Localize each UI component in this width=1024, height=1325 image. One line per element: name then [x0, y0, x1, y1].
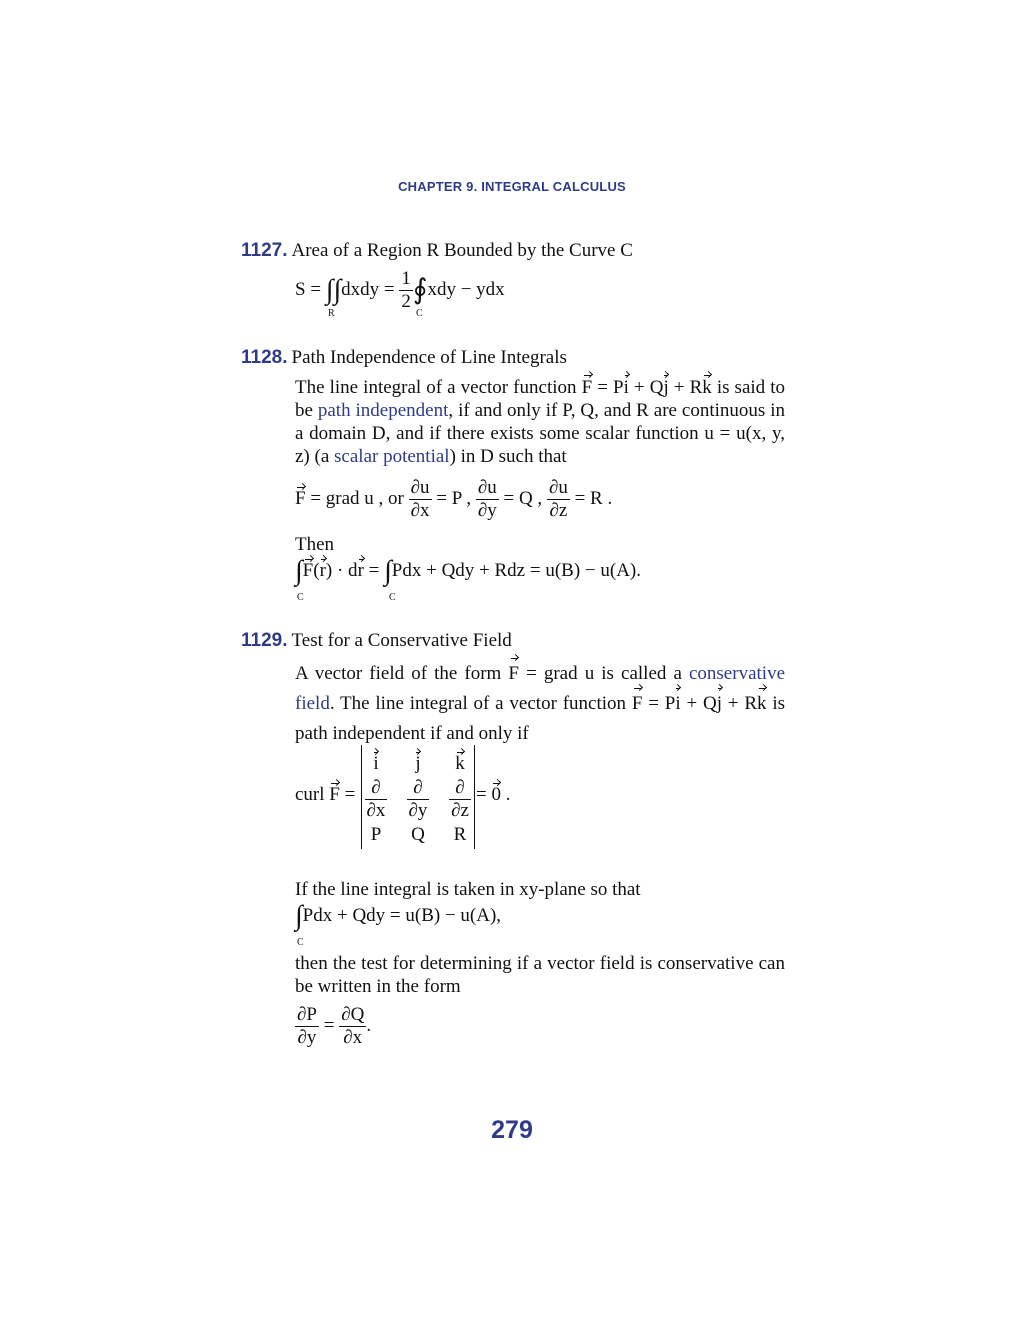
section-number: 1129. [241, 630, 288, 651]
det-cell-p: P [370, 824, 382, 845]
subscript-c: C [297, 592, 304, 603]
formula-vector-function: F = Pi + Qj + Rk [581, 377, 712, 398]
chapter-header: CHAPTER 9. INTEGRAL CALCULUS [398, 179, 626, 194]
det-cell-d-dx: $\frac{\partial}{\partial x}$ [366, 777, 386, 821]
curl-determinant [361, 745, 475, 849]
section-title: Test for a Conservative Field [291, 630, 512, 651]
section-1128-heading [241, 347, 786, 369]
then-label: Then [295, 534, 335, 555]
det-cell-k: k [455, 753, 465, 774]
term-conservative-field: conservative field [295, 663, 785, 714]
formula-conservative-test: $\frac{\partial P}{\partial y}$ = $\frac{\partial Q}{\partial x}$ . [297, 1004, 372, 1048]
formula-gradient: F = grad u , or $\frac{\partial u}{\partial x}$ = P , $\frac{\partial u}{\partial y}$ = Q , $\frac{\partial u}{\partial z}$ = R . [295, 477, 613, 521]
det-cell-i: i [373, 753, 379, 774]
curl-result: = 0 . [476, 784, 511, 805]
det-cell-r: R [453, 824, 467, 845]
paragraph-conservative-field: A vector field of the form F = grad u is called a conservative field. The line integral of a vector function F = Pi + Qj + Rk is path independent if and only if [295, 659, 785, 749]
formula-vector-function: F = Pi + Qj + Rk [632, 693, 767, 714]
det-cell-j: j [415, 753, 421, 774]
subscript-r: R [328, 308, 335, 319]
curl-label: curl F = [295, 784, 356, 805]
formula-area: S = ∫∫dxdy = $\frac{1}{2}$ ∮xdy − ydx [295, 268, 505, 312]
page-number: 279 [491, 1116, 533, 1144]
formula-line-integral: ∫F(r) · dr = ∫Pdx + Qdy + Rdz = u(B) − u(A). [295, 555, 641, 587]
section-1127-heading [241, 240, 786, 262]
det-cell-d-dz: $\frac{\partial}{\partial z}$ [451, 777, 469, 821]
subscript-c: C [389, 592, 396, 603]
section-1129-heading [241, 630, 786, 652]
formula-xy-line-integral: ∫Pdx + Qdy = u(B) − u(A), [295, 900, 502, 932]
det-cell-q: Q [411, 824, 425, 845]
formula-grad-field: F = grad u [508, 663, 594, 684]
subscript-c: C [297, 937, 304, 948]
subscript-c: C [416, 308, 423, 319]
section-title: Area of a Region R Bounded by the Curve C [291, 240, 633, 261]
section-title: Path Independence of Line Integrals [291, 347, 567, 368]
term-scalar-potential: scalar potential [334, 446, 450, 467]
paragraph-path-independence: The line integral of a vector function F = Pi + Qj + Rk is said to be path independent, if and only if P, Q, and R are continuous in a domain D, and if there exists some scalar function u = u(x, y, z) (a scalar potential) in D such that [295, 377, 786, 467]
section-number: 1127. [241, 240, 288, 261]
term-path-independent: path independent [317, 400, 449, 421]
paragraph-test: then the test for determining if a vector field is conservative can be written in the form [295, 953, 785, 997]
det-cell-d-dy: $\frac{\partial}{\partial y}$ [408, 777, 428, 821]
section-number: 1128. [241, 347, 288, 368]
formula-scalar-function: u = u(x, y, z) [295, 423, 785, 467]
paragraph-xy-plane: If the line integral is taken in xy-plane so that [295, 879, 641, 900]
